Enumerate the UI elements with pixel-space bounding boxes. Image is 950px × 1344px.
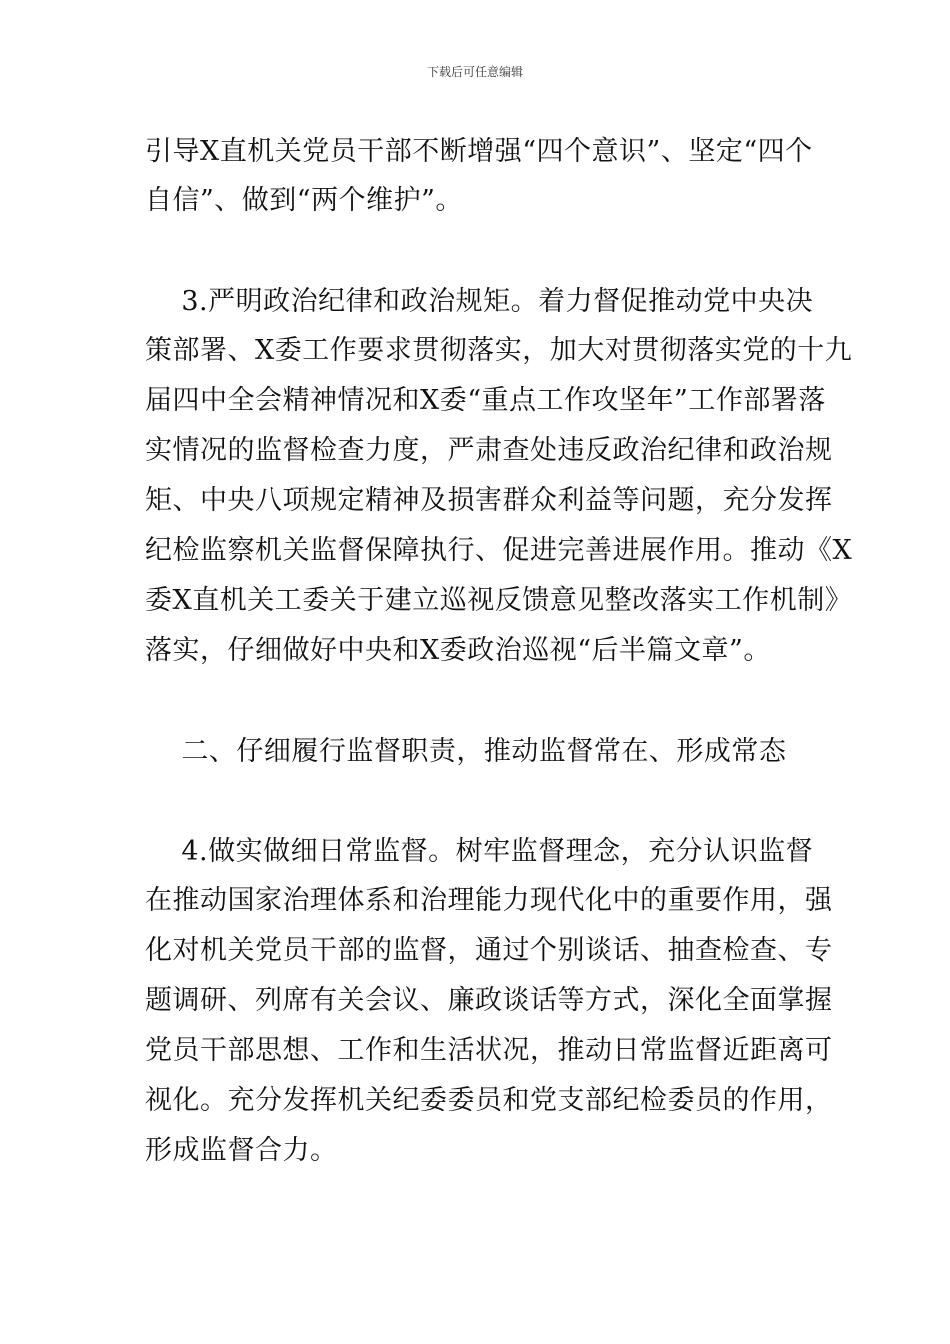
text-line: 在推动国家治理体系和治理能力现代化中的重要作用，强 bbox=[145, 885, 833, 916]
page-header: 下载后可任意编辑 bbox=[426, 65, 523, 79]
text-line: 化对机关党员干部的监督，通过个别谈话、抽查检查、专 bbox=[145, 935, 833, 966]
text-line: 视化。充分发挥机关纪委委员和党支部纪检委员的作用， bbox=[145, 1085, 833, 1116]
text-line: 实情况的监督检查力度，严肃查处违反政治纪律和政治规 bbox=[145, 435, 833, 466]
text-line: 届四中全会精神情况和X委“重点工作攻坚年”工作部署落 bbox=[145, 385, 826, 416]
text-line: 引导X直机关党员干部不断增强“四个意识”、坚定“四个 bbox=[145, 136, 813, 167]
text-line: 自信”、做到“两个维护”。 bbox=[145, 185, 463, 216]
text-line: 4.做实做细日常监督。树牢监督理念，充分认识监督 bbox=[145, 836, 814, 867]
text-line: 落实，仔细做好中央和X委政治巡视“后半篇文章”。 bbox=[145, 635, 771, 666]
text-line: 3.严明政治纪律和政治规矩。着力督促推动党中央决 bbox=[145, 286, 814, 317]
text-line: 策部署、X委工作要求贯彻落实，加大对贯彻落实党的十九 bbox=[145, 335, 853, 366]
text-line: 矩、中央八项规定精神及损害群众利益等问题，充分发挥 bbox=[145, 485, 833, 516]
text-line: 题调研、列席有关会议、廉政谈话等方式，深化全面掌握 bbox=[145, 985, 833, 1016]
text-line: 形成监督合力。 bbox=[145, 1135, 338, 1166]
text-line: 纪检监察机关监督保障执行、促进完善进展作用。推动《X bbox=[145, 535, 853, 566]
text-line: 党员干部思想、工作和生活状况，推动日常监督近距离可 bbox=[145, 1035, 833, 1066]
section-heading-text: 二、仔细履行监督职责，推动监督常在、形成常态 bbox=[145, 736, 787, 767]
text-line: 委X直机关工委关于建立巡视反馈意见整改落实工作机制》 bbox=[145, 585, 853, 616]
